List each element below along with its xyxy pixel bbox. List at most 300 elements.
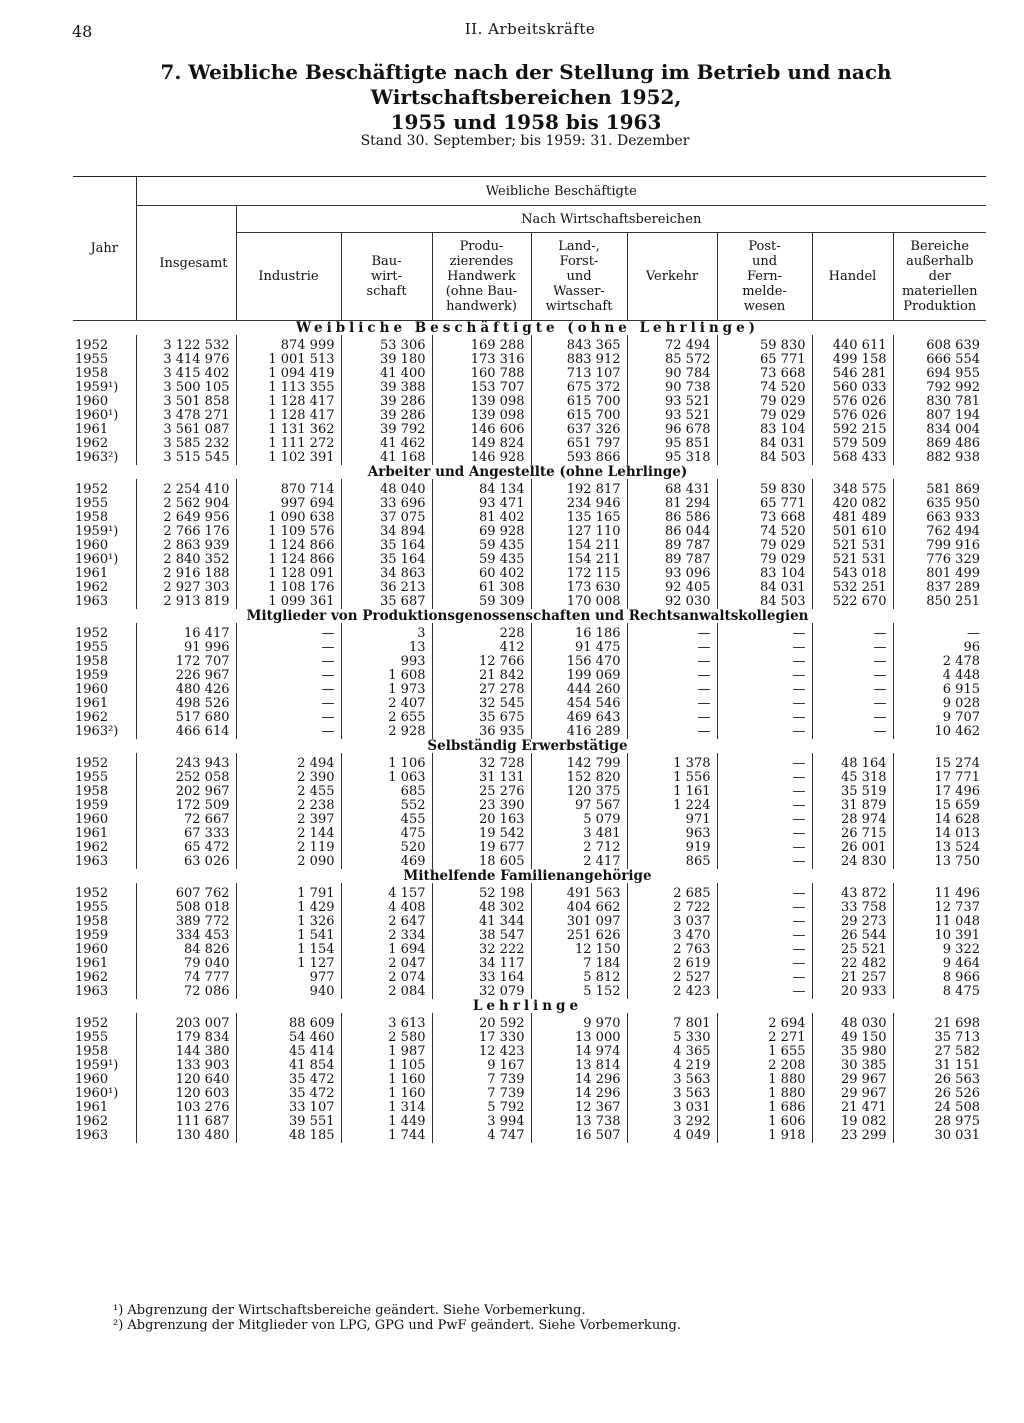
value-cell: 834 004	[893, 423, 986, 437]
value-cell: 508 018	[136, 901, 236, 915]
value-cell: 7 739	[432, 1073, 531, 1087]
value-cell: 27 582	[893, 1045, 986, 1059]
statistics-table	[73, 176, 986, 1143]
value-cell: —	[812, 641, 893, 655]
value-cell: —	[893, 623, 986, 641]
value-cell: 1 128 417	[236, 409, 341, 423]
value-cell: 1 880	[717, 1073, 812, 1087]
value-cell: 491 563	[531, 883, 627, 901]
value-cell: 3 292	[627, 1115, 717, 1129]
year-cell: 1959	[75, 928, 109, 943]
year-cell: 1958	[75, 1044, 109, 1059]
value-cell: 79 029	[717, 409, 812, 423]
value-cell: 16 417	[136, 623, 236, 641]
value-cell: 35 687	[341, 595, 432, 609]
value-cell: —	[717, 753, 812, 771]
year-cell: 1960	[75, 682, 109, 697]
value-cell: 2 694	[717, 1013, 812, 1031]
value-cell: 389 772	[136, 915, 236, 929]
value-cell: 8 475	[893, 985, 986, 999]
value-cell: 74 777	[136, 971, 236, 985]
value-cell: —	[717, 683, 812, 697]
value-cell: 1 161	[627, 785, 717, 799]
value-cell: 651 797	[531, 437, 627, 451]
year-cell: 1960	[75, 942, 109, 957]
value-cell: 501 610	[812, 525, 893, 539]
value-cell: 1 108 176	[236, 581, 341, 595]
value-cell: 153 707	[432, 381, 531, 395]
value-cell: 334 453	[136, 929, 236, 943]
value-cell: 65 771	[717, 497, 812, 511]
value-cell: 713 107	[531, 367, 627, 381]
value-cell: 608 639	[893, 335, 986, 353]
value-cell: 19 677	[432, 841, 531, 855]
year-cell: 1959	[75, 798, 109, 813]
value-cell: 576 026	[812, 409, 893, 423]
value-cell: 154 211	[531, 539, 627, 553]
table-row	[73, 943, 986, 957]
value-cell: 1 063	[341, 771, 432, 785]
value-cell: 837 289	[893, 581, 986, 595]
value-cell: 5 792	[432, 1101, 531, 1115]
value-cell: 13 814	[531, 1059, 627, 1073]
year-cell: 1962	[75, 970, 109, 985]
value-cell: 33 164	[432, 971, 531, 985]
year-cell: 1952	[75, 626, 109, 641]
value-cell: 865	[627, 855, 717, 869]
value-cell: —	[627, 711, 717, 725]
value-cell: —	[627, 683, 717, 697]
value-cell: 18 605	[432, 855, 531, 869]
year-cell: 1958	[75, 914, 109, 929]
value-cell: 675 372	[531, 381, 627, 395]
value-cell: 3 415 402	[136, 367, 236, 381]
value-cell: 88 609	[236, 1013, 341, 1031]
value-cell: 963	[627, 827, 717, 841]
value-cell: 469	[341, 855, 432, 869]
value-cell: —	[812, 683, 893, 697]
value-cell: 2 047	[341, 957, 432, 971]
value-cell: —	[627, 623, 717, 641]
value-cell: 517 680	[136, 711, 236, 725]
value-cell: 203 007	[136, 1013, 236, 1031]
year-cell: 1952	[75, 756, 109, 771]
value-cell: 685	[341, 785, 432, 799]
value-cell: —	[812, 655, 893, 669]
value-cell: 33 696	[341, 497, 432, 511]
value-cell: 152 820	[531, 771, 627, 785]
value-cell: 1 449	[341, 1115, 432, 1129]
value-cell: 30 385	[812, 1059, 893, 1073]
header-text: Produ-	[459, 239, 504, 254]
value-cell: 5 079	[531, 813, 627, 827]
table-row	[73, 525, 986, 539]
table-row	[73, 567, 986, 581]
value-cell: 3 470	[627, 929, 717, 943]
value-cell: 2 916 188	[136, 567, 236, 581]
value-cell: 2 619	[627, 957, 717, 971]
value-cell: 20 163	[432, 813, 531, 827]
value-cell: 252 058	[136, 771, 236, 785]
year-cell: 1955	[75, 1030, 109, 1045]
value-cell: 14 628	[893, 813, 986, 827]
value-cell: 1 124 866	[236, 553, 341, 567]
value-cell: 615 700	[531, 395, 627, 409]
value-cell: 20 933	[812, 985, 893, 999]
value-cell: 160 788	[432, 367, 531, 381]
value-cell: 454 546	[531, 697, 627, 711]
value-cell: —	[236, 683, 341, 697]
value-cell: 65 771	[717, 353, 812, 367]
table-row	[73, 725, 986, 739]
value-cell: 28 975	[893, 1115, 986, 1129]
table-row	[73, 479, 986, 497]
value-cell: 74 520	[717, 525, 812, 539]
year-cell: 1959¹)	[75, 380, 119, 395]
header-text: und	[566, 269, 592, 284]
value-cell: 243 943	[136, 753, 236, 771]
value-cell: 22 482	[812, 957, 893, 971]
value-cell: 12 367	[531, 1101, 627, 1115]
header-handel: Handel	[812, 233, 893, 321]
value-cell: 581 869	[893, 479, 986, 497]
value-cell: 2 685	[627, 883, 717, 901]
value-cell: 93 096	[627, 567, 717, 581]
value-cell: 1 090 638	[236, 511, 341, 525]
value-cell: 3 501 858	[136, 395, 236, 409]
value-cell: 5 152	[531, 985, 627, 999]
value-cell: 1 111 272	[236, 437, 341, 451]
value-cell: 792 992	[893, 381, 986, 395]
value-cell: 127 110	[531, 525, 627, 539]
value-cell: 9 464	[893, 957, 986, 971]
table-row	[73, 971, 986, 985]
year-cell: 1955	[75, 640, 109, 655]
section-header-row	[73, 739, 986, 753]
value-cell: 1 001 513	[236, 353, 341, 367]
value-cell: 2 390	[236, 771, 341, 785]
value-cell: —	[717, 799, 812, 813]
value-cell: —	[812, 623, 893, 641]
value-cell: 37 075	[341, 511, 432, 525]
table-header	[73, 177, 986, 321]
value-cell: 1 686	[717, 1101, 812, 1115]
value-cell: 576 026	[812, 395, 893, 409]
value-cell: 17 496	[893, 785, 986, 799]
header-text: wesen	[743, 299, 786, 314]
value-cell: 475	[341, 827, 432, 841]
table-row	[73, 855, 986, 869]
value-cell: 96 678	[627, 423, 717, 437]
value-cell: 6 915	[893, 683, 986, 697]
value-cell: 68 431	[627, 479, 717, 497]
table-row	[73, 367, 986, 381]
table-row	[73, 423, 986, 437]
value-cell: 997 694	[236, 497, 341, 511]
value-cell: 1 099 361	[236, 595, 341, 609]
table-body	[73, 321, 986, 1144]
value-cell: 59 309	[432, 595, 531, 609]
value-cell: 32 728	[432, 753, 531, 771]
header-post-fernmeldewesen	[717, 233, 812, 321]
table-row	[73, 1115, 986, 1129]
header-text: wirt-	[370, 269, 403, 284]
value-cell: 29 967	[812, 1087, 893, 1101]
value-cell: 30 031	[893, 1129, 986, 1143]
table-row	[73, 1087, 986, 1101]
year-cell: 1961	[75, 566, 109, 581]
value-cell: 2 655	[341, 711, 432, 725]
year-cell: 1958	[75, 510, 109, 525]
value-cell: 7 184	[531, 957, 627, 971]
value-cell: 1 106	[341, 753, 432, 771]
value-cell: 1 744	[341, 1129, 432, 1143]
value-cell: 29 967	[812, 1073, 893, 1087]
value-cell: 3	[341, 623, 432, 641]
value-cell: 977	[236, 971, 341, 985]
value-cell: 39 286	[341, 409, 432, 423]
value-cell: 192 817	[531, 479, 627, 497]
value-cell: 41 168	[341, 451, 432, 465]
value-cell: 35 675	[432, 711, 531, 725]
value-cell: 1 102 391	[236, 451, 341, 465]
header-text: zierendes	[449, 254, 514, 269]
value-cell: —	[627, 655, 717, 669]
value-cell: —	[627, 669, 717, 683]
value-cell: 2 423	[627, 985, 717, 999]
value-cell: 850 251	[893, 595, 986, 609]
value-cell: 90 784	[627, 367, 717, 381]
value-cell: 607 762	[136, 883, 236, 901]
value-cell: —	[717, 813, 812, 827]
value-cell: 26 563	[893, 1073, 986, 1087]
value-cell: 21 257	[812, 971, 893, 985]
value-cell: 24 508	[893, 1101, 986, 1115]
value-cell: 84 031	[717, 581, 812, 595]
value-cell: 1 918	[717, 1129, 812, 1143]
footnote-1: ¹) Abgrenzung der Wirtschaftsbereiche geändert. Siehe Vorbemerkung.	[113, 1303, 586, 1318]
value-cell: 444 260	[531, 683, 627, 697]
value-cell: 830 781	[893, 395, 986, 409]
value-cell: 2 580	[341, 1031, 432, 1045]
value-cell: —	[717, 943, 812, 957]
value-cell: 9 970	[531, 1013, 627, 1031]
value-cell: 1 224	[627, 799, 717, 813]
value-cell: 5 330	[627, 1031, 717, 1045]
value-cell: 4 219	[627, 1059, 717, 1073]
value-cell: 2 649 956	[136, 511, 236, 525]
value-cell: 3 414 976	[136, 353, 236, 367]
value-cell: 440 611	[812, 335, 893, 353]
value-cell: 2 090	[236, 855, 341, 869]
value-cell: 3 478 271	[136, 409, 236, 423]
value-cell: 348 575	[812, 479, 893, 497]
value-cell: 93 471	[432, 497, 531, 511]
table-row	[73, 785, 986, 799]
value-cell: 2 254 410	[136, 479, 236, 497]
value-cell: 32 079	[432, 985, 531, 999]
value-cell: 149 824	[432, 437, 531, 451]
value-cell: 521 531	[812, 553, 893, 567]
value-cell: 1 608	[341, 669, 432, 683]
value-cell: 34 894	[341, 525, 432, 539]
value-cell: 83 104	[717, 423, 812, 437]
section-header-row	[73, 609, 986, 623]
value-cell: 16 507	[531, 1129, 627, 1143]
value-cell: 3 585 232	[136, 437, 236, 451]
table-row	[73, 437, 986, 451]
value-cell: 32 222	[432, 943, 531, 957]
value-cell: 499 158	[812, 353, 893, 367]
value-cell: 1 429	[236, 901, 341, 915]
value-cell: —	[236, 697, 341, 711]
value-cell: 23 390	[432, 799, 531, 813]
value-cell: 19 542	[432, 827, 531, 841]
table-row	[73, 595, 986, 609]
value-cell: —	[627, 641, 717, 655]
value-cell: 39 180	[341, 353, 432, 367]
header-text: handwerk)	[446, 299, 517, 314]
table-row	[73, 669, 986, 683]
value-cell: 8 966	[893, 971, 986, 985]
value-cell: 234 946	[531, 497, 627, 511]
value-cell: 2 766 176	[136, 525, 236, 539]
section-title: Mithelfende Familienangehörige	[403, 868, 652, 884]
value-cell: 694 955	[893, 367, 986, 381]
value-cell: 615 700	[531, 409, 627, 423]
value-cell: 5 812	[531, 971, 627, 985]
year-cell: 1960¹)	[75, 408, 119, 423]
value-cell: 4 448	[893, 669, 986, 683]
value-cell: 202 967	[136, 785, 236, 799]
value-cell: 52 198	[432, 883, 531, 901]
value-cell: 546 281	[812, 367, 893, 381]
table-row	[73, 841, 986, 855]
value-cell: 72 494	[627, 335, 717, 353]
year-cell: 1961	[75, 696, 109, 711]
value-cell: 120 640	[136, 1073, 236, 1087]
value-cell: —	[236, 655, 341, 669]
value-cell: 19 082	[812, 1115, 893, 1129]
value-cell: —	[717, 641, 812, 655]
value-cell: —	[812, 697, 893, 711]
header-jahr: Jahr	[73, 177, 136, 321]
year-cell: 1963	[75, 1128, 109, 1143]
value-cell: 89 787	[627, 539, 717, 553]
value-cell: 16 186	[531, 623, 627, 641]
year-cell: 1955	[75, 496, 109, 511]
value-cell: 39 551	[236, 1115, 341, 1129]
value-cell: 2 722	[627, 901, 717, 915]
value-cell: 2 913 819	[136, 595, 236, 609]
section-header-row	[73, 321, 986, 336]
value-cell: 2 928	[341, 725, 432, 739]
value-cell: 139 098	[432, 409, 531, 423]
value-cell: 79 040	[136, 957, 236, 971]
value-cell: 23 299	[812, 1129, 893, 1143]
value-cell: 21 842	[432, 669, 531, 683]
value-cell: 31 151	[893, 1059, 986, 1073]
year-cell: 1959¹)	[75, 1058, 119, 1073]
value-cell: 79 029	[717, 539, 812, 553]
header-text: und	[751, 254, 778, 269]
value-cell: —	[717, 985, 812, 999]
value-cell: 85 572	[627, 353, 717, 367]
value-cell: 35 164	[341, 553, 432, 567]
value-cell: 61 308	[432, 581, 531, 595]
year-cell: 1958	[75, 366, 109, 381]
value-cell: 568 433	[812, 451, 893, 465]
header-text: Handwerk	[447, 269, 516, 284]
value-cell: 135 165	[531, 511, 627, 525]
value-cell: 869 486	[893, 437, 986, 451]
value-cell: 120 375	[531, 785, 627, 799]
value-cell: 4 365	[627, 1045, 717, 1059]
value-cell: 73 668	[717, 511, 812, 525]
year-cell: 1962	[75, 1114, 109, 1129]
value-cell: 2 763	[627, 943, 717, 957]
value-cell: 2 144	[236, 827, 341, 841]
value-cell: 72 667	[136, 813, 236, 827]
value-cell: 146 606	[432, 423, 531, 437]
year-cell: 1962	[75, 436, 109, 451]
year-cell: 1959	[75, 668, 109, 683]
value-cell: —	[812, 725, 893, 739]
value-cell: 74 520	[717, 381, 812, 395]
value-cell: 1 880	[717, 1087, 812, 1101]
value-cell: 179 834	[136, 1031, 236, 1045]
table-row	[73, 451, 986, 465]
value-cell: 17 330	[432, 1031, 531, 1045]
value-cell: 1 131 362	[236, 423, 341, 437]
header-produzierendes-handwerk	[432, 233, 531, 321]
value-cell: 543 018	[812, 567, 893, 581]
header-land-forst-wasserwirtschaft	[531, 233, 627, 321]
value-cell: 993	[341, 655, 432, 669]
value-cell: —	[717, 957, 812, 971]
value-cell: 48 302	[432, 901, 531, 915]
table-title-line-1: 7. Weibliche Beschäftigte nach der Stellung im Betrieb und nach Wirtschaftsbereichen 1952,	[160, 60, 892, 109]
value-cell: 4 747	[432, 1129, 531, 1143]
value-cell: 12 150	[531, 943, 627, 957]
value-cell: 532 251	[812, 581, 893, 595]
table-row	[73, 1059, 986, 1073]
header-text: (ohne Bau-	[445, 284, 518, 299]
value-cell: 1 378	[627, 753, 717, 771]
value-cell: 84 503	[717, 451, 812, 465]
value-cell: 48 164	[812, 753, 893, 771]
value-cell: 2 863 939	[136, 539, 236, 553]
value-cell: 91 996	[136, 641, 236, 655]
value-cell: 3 994	[432, 1115, 531, 1129]
value-cell: 12 766	[432, 655, 531, 669]
value-cell: —	[627, 725, 717, 739]
value-cell: 32 545	[432, 697, 531, 711]
value-cell: 3 500 105	[136, 381, 236, 395]
year-cell: 1955	[75, 900, 109, 915]
value-cell: 466 614	[136, 725, 236, 739]
value-cell: —	[717, 725, 812, 739]
value-cell: 1 154	[236, 943, 341, 957]
value-cell: 9 028	[893, 697, 986, 711]
year-cell: 1958	[75, 654, 109, 669]
value-cell: 86 586	[627, 511, 717, 525]
table-row	[73, 771, 986, 785]
value-cell: 3 613	[341, 1013, 432, 1031]
value-cell: 38 547	[432, 929, 531, 943]
header-weibliche-beschaeftigte: Weibliche Beschäftigte	[136, 177, 986, 206]
value-cell: 301 097	[531, 915, 627, 929]
